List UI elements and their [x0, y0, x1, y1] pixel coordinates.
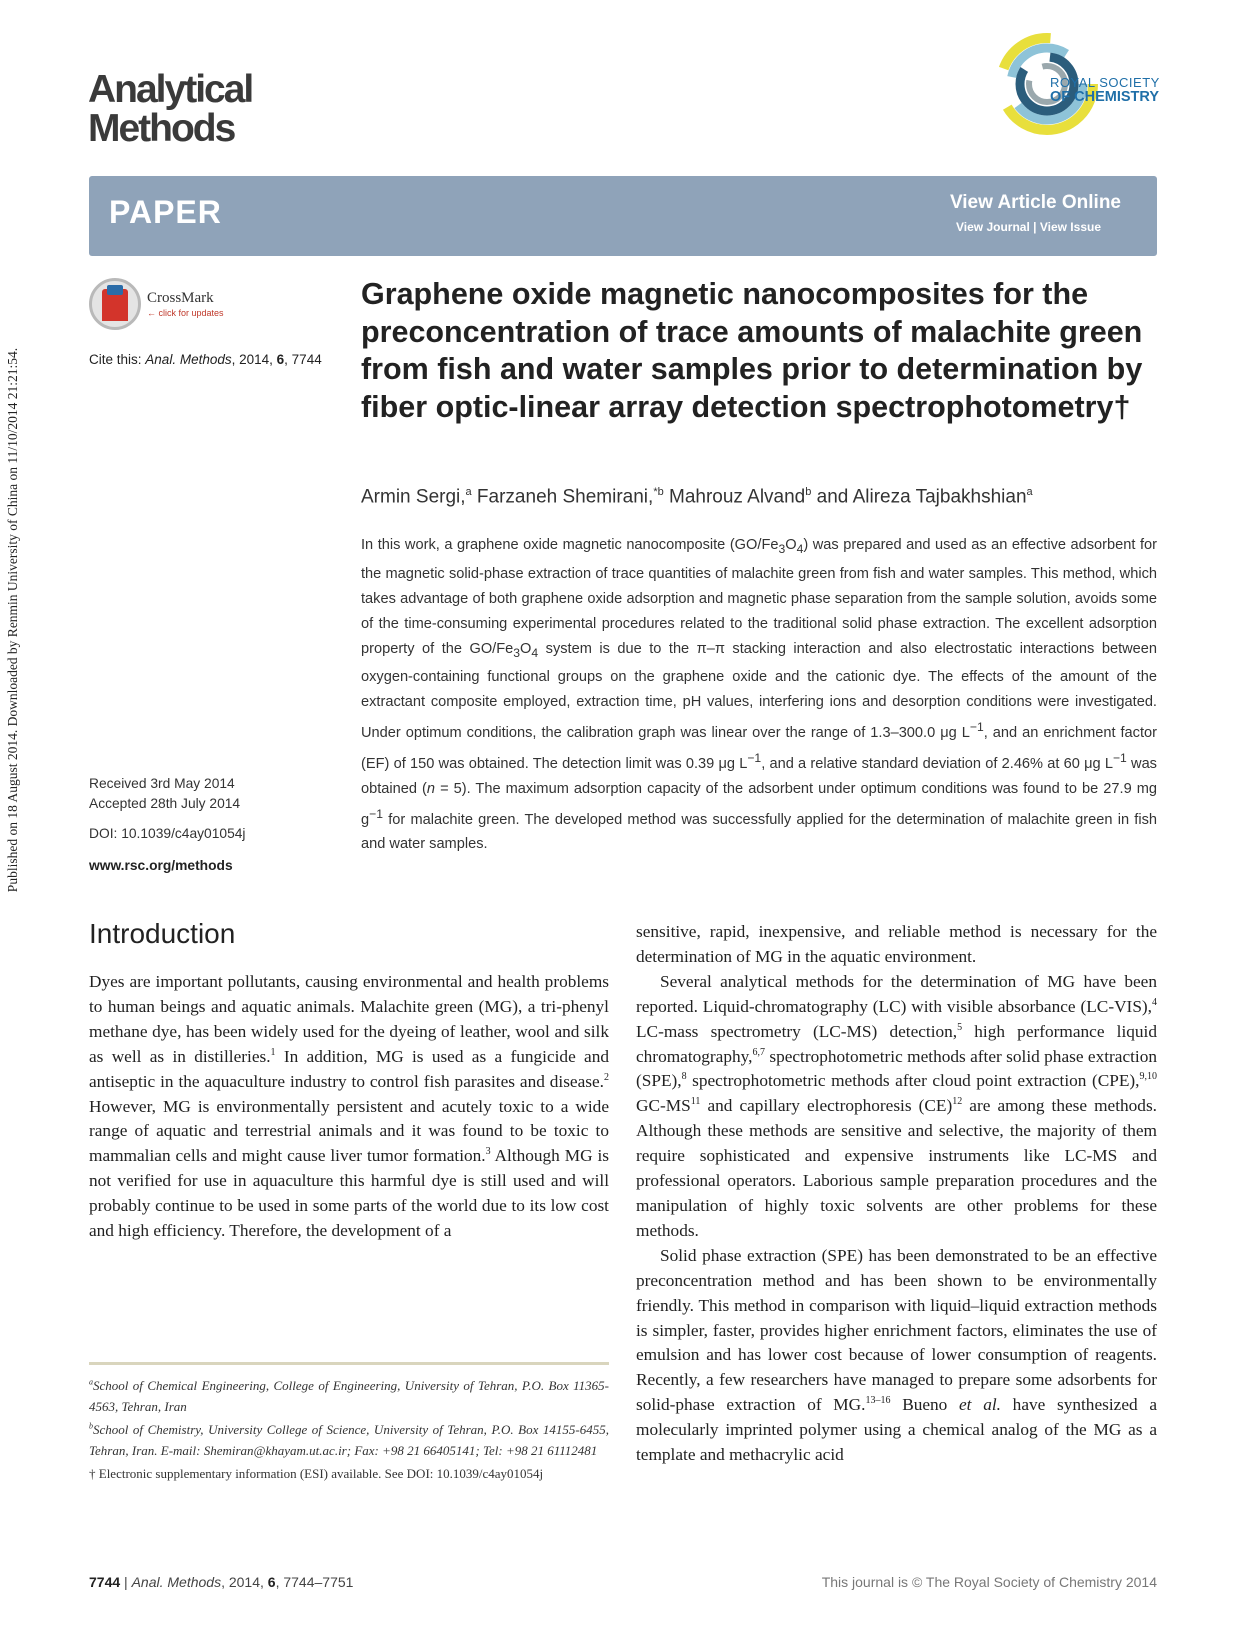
copyright-notice: This journal is © The Royal Society of Chemistry 2014	[821, 1574, 1157, 1590]
paragraph: Dyes are important pollutants, causing environmental and health problems to human beings and aquatic animals. Malachite green (MG), a tri-phenyl methane dye, has been widely used for the dyeing of leather, wool and silk as well as in distilleries.$^1$ In addition, MG is used as a fungicide and antiseptic in the aquaculture industry to control fish parasites and disease.$^2$ However, MG is environmentally persistent and acutely toxic to a wide range of aquatic and terrestrial animals and it was found to be toxic to mammalian cells and might cause liver tumor formation.$^3$ Although MG is not verified for use in aquaculture this harmful dye is still used and will probably continue to be used in some parts of the world due to its low cost and high efficiency. Therefore, the development of a	[89, 972, 610, 1241]
view-links	[956, 220, 1101, 234]
reference-link[interactable]: 6,7	[752, 1046, 765, 1058]
footnotes	[89, 1375, 609, 1486]
paragraph: Several analytical methods for the determination of MG have been reported. Liquid-chromatography (LC) with visible absorbance (LC-VIS),$^4$ LC-mass spectrometry (LC-MS) detection,$^5$ high performance liquid chromatography,$^{6,7}$ spectrophotometric methods after solid phase extraction (SPE),$^8$ spectrophotometric methods after cloud point extraction (CPE),$^{9,10}$ GC-MS$^{11}$ and capillary electrophoresis (CE)$^{12}$ are among these methods. Although these methods are sensitive and selective, the majority of them require sophisticated and expensive instruments like LC-MS and professional operators. Laborious sample preparation procedures and the manipulation of highly toxic solvents are other problems for these methods.	[636, 971, 1157, 1240]
accepted-date: Accepted 28th July 2014	[89, 796, 241, 811]
page-footer-citation: 7744 | Anal. Methods, 2014, 6, 7744–7751	[89, 1574, 354, 1590]
abstract: In this work, a graphene oxide magnetic nanocomposite $(GO/Fe_3O_4)$ was prepared and used as an effective adsorbent for the magnetic solid-phase extraction of trace quantities of malachite green from fish and water samples. This method, which takes advantage of both graphene oxide adsorption and magnetic phase separation from the sample solution, avoids some of the time-consuming experimental procedures related to the traditional solid phase extraction. The excellent adsorption property of the $GO/Fe_3O_4$ system is due to the π–π stacking interaction and also electrostatic interactions between oxygen-containing functional groups on the graphene oxide and the cationic dye. The effects of the amount of the extractant composite employed, extraction time, pH values, interfering ions and desorption conditions were investigated. Under optimum conditions, the calibration graph was linear over the range of 1.3–300.0 μg $L^{-1}$, and an enrichment factor (EF) of 150 was obtained. The detection limit was 0.39 μg $L^{-1}$, and a relative standard deviation of 2.46% at 60 μg $L^{-1}$ was obtained (n = 5). The maximum adsorption capacity of the adsorbent under optimum conditions was found to be 27.9 mg $g^{-1}$ for malachite green. The developed method was successfully applied for the determination of malachite green in fish and water samples.	[361, 537, 1158, 853]
reference-link[interactable]: 8	[681, 1071, 687, 1083]
reference-link[interactable]: 3	[485, 1146, 491, 1158]
page-number: 7744	[89, 1574, 121, 1590]
article-type: PAPER	[109, 194, 222, 230]
esi-note: † Electronic supplementary information (ESI) available. See DOI: 10.1039/c4ay01054j	[89, 1466, 544, 1481]
affiliation-a: $^a$School of Chemical Engineering, College of Engineering, University of Tehran, P.O. Box 11365-4563, Tehran, Iran	[89, 1377, 609, 1414]
body-column-left	[89, 970, 609, 1244]
view-issue-link[interactable]: View Issue	[1039, 220, 1101, 234]
reference-link[interactable]: 12	[952, 1096, 963, 1108]
received-date: Received 3rd May 2014	[89, 776, 235, 791]
affiliation-b: $^b$School of Chemistry, University College of Science, University of Tehran, P.O. Box 14155-6455, Tehran, Iran. E-mail: Shemiran@khayam.ut.ac.ir; Fax: +98 21 66405141; Tel: +98 21 61112481	[89, 1421, 609, 1458]
author: Armin Sergi,	[361, 486, 466, 508]
reference-link[interactable]: 9,10	[1139, 1071, 1157, 1083]
publisher-name	[1050, 76, 1160, 105]
author: Mahrouz Alvand	[663, 486, 806, 508]
article-dates	[89, 774, 240, 814]
reference-link[interactable]: 11	[690, 1096, 701, 1108]
body-column-right	[636, 920, 1157, 1468]
crossmark-sub: ← click for updates	[147, 308, 224, 318]
reference-link[interactable]: 5	[957, 1021, 963, 1033]
author-list: Armin Sergi,$^a$ Farzaneh Shemirani,$^{*b}$ Mahrouz Alvand$^b$ and Alireza Tajbakhshian$^a$	[361, 486, 1033, 508]
author: Farzaneh Shemirani,	[471, 486, 654, 508]
doi[interactable]: DOI: 10.1039/c4ay01054j	[89, 826, 246, 841]
crossmark-label: CrossMark	[147, 290, 214, 306]
article-title: Graphene oxide magnetic nanocomposites for the preconcentration of trace amounts of malachite green from fish and water samples prior to determination by fiber optic-linear array detection spectrophotometry†	[361, 277, 1143, 424]
footnote-divider	[89, 1362, 609, 1365]
journal-logo[interactable]	[88, 70, 252, 148]
reference-link[interactable]: 13–16	[865, 1395, 891, 1407]
publisher-line1: ROYAL SOCIETY	[1050, 75, 1160, 90]
author: and Alireza Tajbakhshian	[811, 486, 1027, 508]
journal-name-line2: Methods	[88, 107, 235, 150]
citation: Cite this: Anal. Methods, 2014, 6, 7744	[89, 352, 322, 367]
paragraph: sensitive, rapid, inexpensive, and reliable method is necessary for the determination of MG in the aquatic environment.	[636, 922, 1157, 966]
journal-url[interactable]: www.rsc.org/methods	[89, 858, 233, 873]
crossmark-icon	[89, 278, 141, 330]
publication-stamp: Published on 18 August 2014. Downloaded by Renmin University of China on 11/10/2014 21:21:54.	[5, 347, 20, 893]
reference-link[interactable]: 1	[270, 1046, 276, 1058]
journal-name-line1: Analytical	[88, 68, 253, 111]
view-article-online-link[interactable]: View Article Online	[949, 192, 1121, 213]
section-heading: Introduction	[89, 918, 236, 949]
view-journal-link[interactable]: View Journal	[955, 220, 1030, 234]
crossmark-button[interactable]	[89, 278, 249, 338]
link-separator: |	[1033, 220, 1037, 234]
article-type-banner	[89, 176, 1157, 256]
reference-link[interactable]: 2	[604, 1071, 609, 1083]
reference-link[interactable]: 4	[1152, 996, 1157, 1008]
publisher-line2: OF CHEMISTRY	[1050, 89, 1160, 105]
paragraph: Solid phase extraction (SPE) has been demonstrated to be an effective preconcentration method and has been shown to be environmentally friendly. This method in comparison with liquid–liquid extraction methods is simpler, faster, provides higher enrichment factors, eliminates the use of emulsion and has lower cost because of lower consumption of reagents. Recently, a few researchers have managed to prepare some adsorbents for solid-phase extraction of MG.$^{13-16}$ Bueno et al. have synthesized a molecularly imprinted polymer using a chemical analog of the MG as a template and methacrylic acid	[636, 1245, 1157, 1465]
